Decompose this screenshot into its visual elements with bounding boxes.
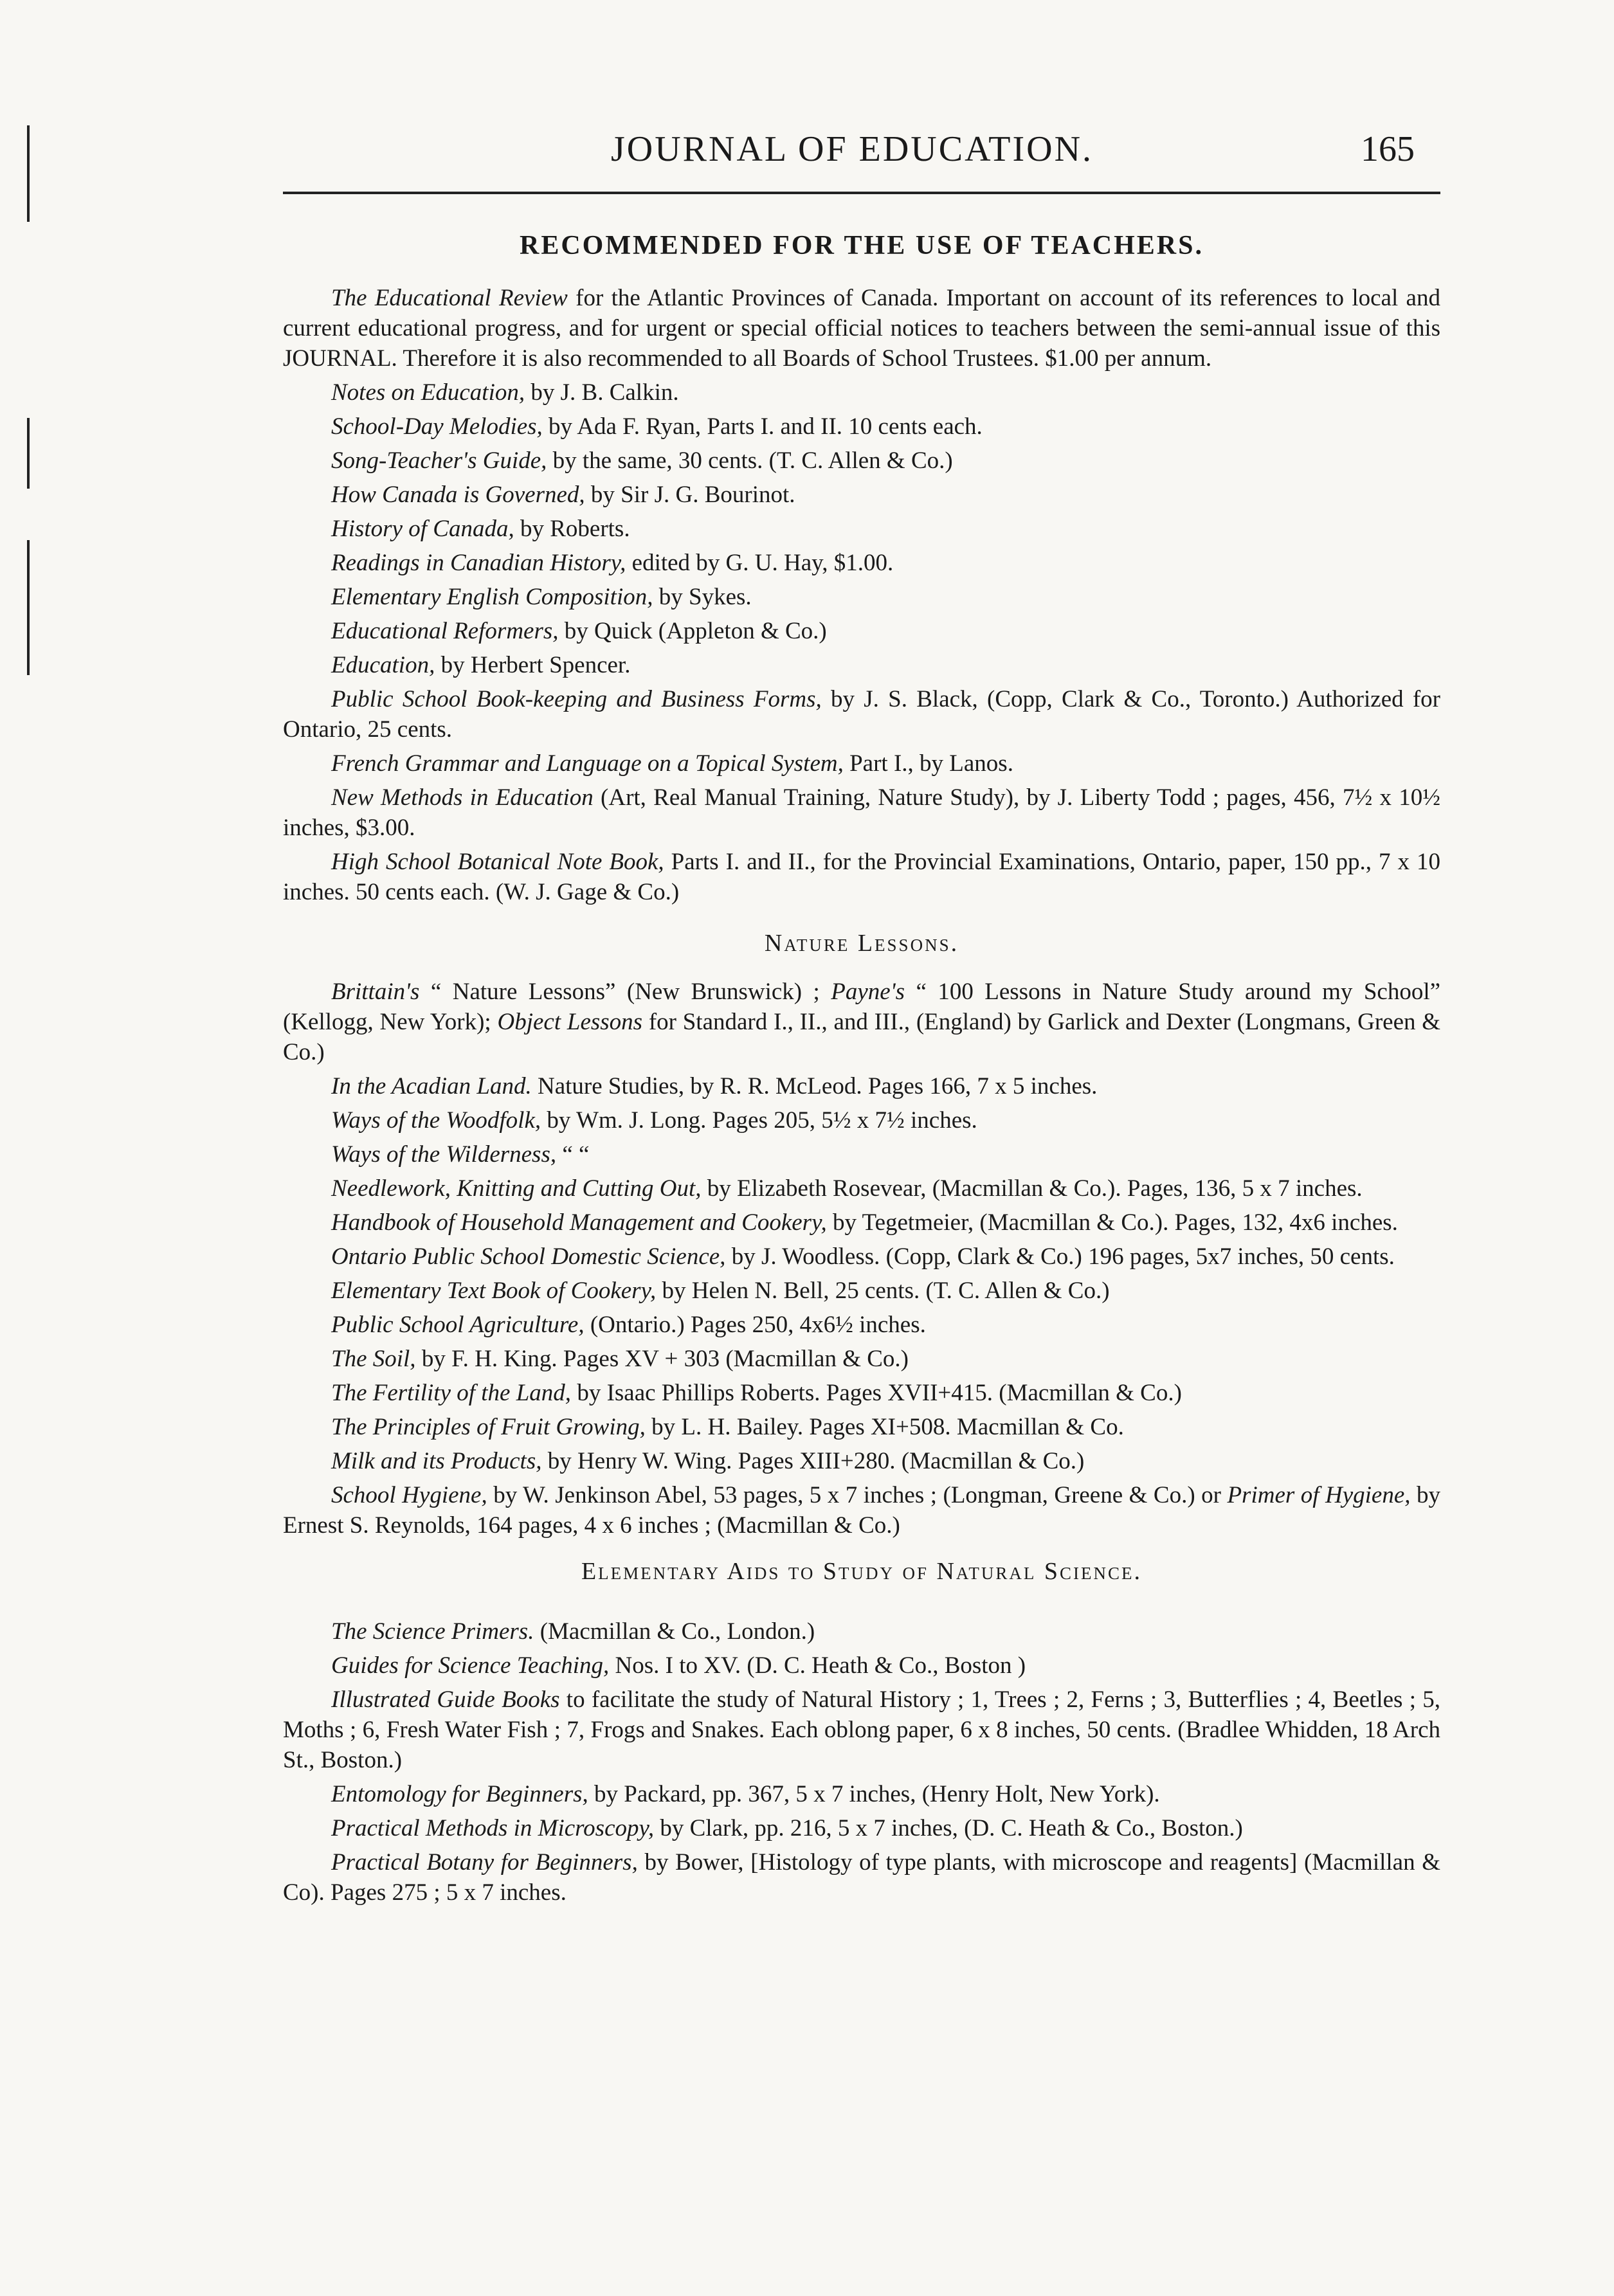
book-title: The Fertility of the Land, — [331, 1380, 572, 1406]
book-entry — [283, 377, 1440, 408]
journal-page — [283, 103, 1440, 1912]
book-details: by Sykes. — [658, 584, 752, 610]
running-head — [283, 103, 1440, 180]
book-details: by J. Woodless. (Copp, Clark & Co.) 196 pages, 5x7 inches, 50 cents. — [731, 1243, 1395, 1270]
book-details: (Ontario.) Pages 250, 4x6½ inches. — [590, 1312, 926, 1338]
nature-lessons-heading: Nature Lessons. — [764, 930, 959, 957]
book-title: School Hygiene, — [331, 1482, 487, 1508]
book-entry — [283, 1446, 1440, 1476]
book-entry — [283, 1071, 1440, 1101]
book-entry — [283, 514, 1440, 544]
margin-mark-top — [27, 125, 30, 222]
book-entry — [283, 782, 1440, 843]
book-title: Payne's — [831, 979, 905, 1005]
book-title: Entomology for Beginners, — [331, 1781, 588, 1807]
book-entry — [283, 1242, 1440, 1272]
book-entry — [283, 1847, 1440, 1908]
book-title: Needlework, Knitting and Cutting Out, — [331, 1175, 702, 1202]
book-details: by L. H. Bailey. Pages XI+508. Macmillan & Co. — [651, 1414, 1124, 1440]
book-title: Ontario Public School Domestic Science, — [331, 1243, 726, 1270]
book-title: Public School Agriculture, — [331, 1312, 585, 1338]
book-entry — [283, 283, 1440, 374]
book-title: Readings in Canadian History, — [331, 550, 626, 576]
natural-science-list — [283, 1616, 1440, 1908]
book-details: by Herbert Spencer. — [440, 652, 631, 678]
book-title: The Educational Review — [331, 285, 568, 311]
margin-mark-middle — [27, 418, 30, 489]
book-title: Ways of the Wilderness, — [331, 1141, 557, 1168]
book-details: “ Nature Lessons” (New Brunswick) ; — [430, 979, 820, 1005]
book-title: Brittain's — [331, 979, 420, 1005]
book-title: History of Canada, — [331, 516, 514, 542]
book-entry — [283, 748, 1440, 779]
book-title: French Grammar and Language on a Topical System, — [331, 750, 844, 777]
book-title: Notes on Education, — [331, 379, 525, 406]
book-details: for Standard I., II., and III., (England) by Garlick and Dexter (Longmans, Green & Co.) — [283, 1009, 1441, 1065]
book-entry — [283, 1480, 1440, 1541]
book-details: Parts I. and II., for the Provincial Examinations, Ontario, paper, 150 pp., 7 x 10 inches. 50 cents each. (W. J. Gage & Co.) — [283, 849, 1440, 905]
book-details: to facilitate the study of Natural History ; 1, Trees ; 2, Ferns ; 3, Butterflies ; 4, Beetles ; 5, Moths ; 6, Fresh Water Fish ; 7, Frogs and Snakes. Each oblong paper, 6 x 8 inches, 50 cents. (Bradlee Whidden, 18 Arch St., Boston.) — [283, 1686, 1440, 1773]
book-title: New Methods in Education — [331, 784, 594, 811]
recommended-list — [283, 283, 1440, 907]
book-details: by Henry W. Wing. Pages XIII+280. (Macmillan & Co.) — [547, 1448, 1085, 1474]
natural-science-heading: Elementary Aids to Study of Natural Science. — [581, 1558, 1143, 1585]
book-entry — [283, 1207, 1440, 1238]
book-entry — [283, 548, 1440, 578]
book-title: In the Acadian Land. — [331, 1073, 532, 1099]
book-title: Education, — [331, 652, 435, 678]
page-number: 165 — [1361, 129, 1415, 169]
book-entry — [283, 446, 1440, 476]
book-details: by Elizabeth Rosevear, (Macmillan & Co.). Pages, 136, 5 x 7 inches. — [707, 1175, 1363, 1202]
book-entry — [283, 1276, 1440, 1306]
book-entry — [283, 1173, 1440, 1204]
book-title: School-Day Melodies, — [331, 413, 543, 440]
book-details: by Helen N. Bell, 25 cents. (T. C. Allen & Co.) — [662, 1278, 1110, 1304]
book-details: by Clark, pp. 216, 5 x 7 inches, (D. C. Heath & Co., Boston.) — [660, 1815, 1243, 1841]
book-details: by W. Jenkinson Abel, 53 pages, 5 x 7 inches ; (Longman, Greene & Co.) or — [493, 1482, 1221, 1508]
book-entry — [283, 977, 1440, 1067]
book-details: Nature Studies, by R. R. McLeod. Pages 166, 7 x 5 inches. — [538, 1073, 1098, 1099]
book-entry — [283, 1378, 1440, 1408]
book-title: Illustrated Guide Books — [331, 1686, 560, 1713]
book-title: Song-Teacher's Guide, — [331, 447, 547, 474]
book-title: High School Botanical Note Book, — [331, 849, 664, 875]
book-details: by Ada F. Ryan, Parts I. and II. 10 cents each. — [549, 413, 983, 440]
book-details: by F. H. King. Pages XV + 303 (Macmillan & Co.) — [421, 1346, 909, 1372]
book-title: Public School Book-keeping and Business Forms, — [331, 686, 822, 712]
book-details: edited by G. U. Hay, $1.00. — [631, 550, 894, 576]
book-details: for the Atlantic Provinces of Canada. Important on account of its references to local and current educational progress, and for urgent or special official notices to teachers between the semi-annual issue of this JOURNAL. Therefore it is also recommended to all Boards of School Trustees. $1.00 per annum. — [283, 285, 1440, 372]
book-title: The Soil, — [331, 1346, 416, 1372]
book-title: The Science Primers. — [331, 1618, 534, 1645]
header-rule — [283, 192, 1440, 194]
book-title: Milk and its Products, — [331, 1448, 542, 1474]
book-details: by Ernest S. Reynolds, 164 pages, 4 x 6 inches ; (Macmillan & Co.) — [283, 1482, 1440, 1539]
book-entry — [283, 480, 1440, 510]
book-details: Part I., by Lanos. — [849, 750, 1013, 777]
book-details: by Quick (Appleton & Co.) — [564, 618, 827, 644]
book-details: “ 100 Lessons in Nature Study around my School” (Kellogg, New York); — [283, 979, 1441, 1035]
book-details: by Isaac Phillips Roberts. Pages XVII+415. (Macmillan & Co.) — [577, 1380, 1182, 1406]
book-entry — [283, 1344, 1440, 1374]
book-details: by Tegetmeier, (Macmillan & Co.). Pages, 132, 4x6 inches. — [832, 1209, 1398, 1236]
book-details: by Bower, [Histology of type plants, with microscope and reagents] (Macmillan & Co). Pages 275 ; 5 x 7 inches. — [283, 1849, 1440, 1906]
book-details: Nos. I to XV. (D. C. Heath & Co., Boston ) — [615, 1652, 1026, 1679]
book-entry — [283, 1779, 1440, 1809]
margin-mark-lower — [27, 540, 30, 675]
journal-title: JOURNAL OF EDUCATION. — [611, 129, 1094, 169]
book-entry — [283, 1412, 1440, 1442]
book-title: Ways of the Woodfolk, — [331, 1107, 541, 1134]
book-entry — [283, 847, 1440, 907]
book-details: by J. S. Black, (Copp, Clark & Co., Toronto.) Authorized for Ontario, 25 cents. — [283, 686, 1441, 743]
book-entry — [283, 1310, 1440, 1340]
book-entry — [283, 1139, 1440, 1170]
book-title: Guides for Science Teaching, — [331, 1652, 610, 1679]
book-title: Object Lessons — [497, 1009, 643, 1035]
book-title: Primer of Hygiene, — [1227, 1482, 1411, 1508]
book-entry — [283, 1685, 1440, 1775]
book-entry — [283, 1813, 1440, 1843]
book-title: Educational Reformers, — [331, 618, 559, 644]
section-heading: RECOMMENDED FOR THE USE OF TEACHERS. — [519, 231, 1204, 260]
book-entry — [283, 582, 1440, 612]
book-details: by Roberts. — [520, 516, 630, 542]
book-entry — [283, 1616, 1440, 1647]
book-title: Handbook of Household Management and Cookery, — [331, 1209, 827, 1236]
book-details: by Sir J. G. Bourinot. — [590, 482, 795, 508]
book-details: (Macmillan & Co., London.) — [540, 1618, 815, 1645]
book-title: How Canada is Governed, — [331, 482, 585, 508]
book-details: (Art, Real Manual Training, Nature Study), by J. Liberty Todd ; pages, 456, 7½ x 10½ inches, $3.00. — [283, 784, 1440, 841]
book-title: The Principles of Fruit Growing, — [331, 1414, 646, 1440]
book-details: by the same, 30 cents. (T. C. Allen & Co.) — [552, 447, 953, 474]
book-title: Elementary English Composition, — [331, 584, 653, 610]
nature-lessons-list — [283, 977, 1440, 1541]
book-entry — [283, 616, 1440, 646]
book-entry — [283, 684, 1440, 745]
book-entry — [283, 411, 1440, 442]
book-entry — [283, 1650, 1440, 1681]
book-entry — [283, 1105, 1440, 1135]
book-title: Practical Methods in Microscopy, — [331, 1815, 655, 1841]
book-title: Elementary Text Book of Cookery, — [331, 1278, 657, 1304]
book-details: by Packard, pp. 367, 5 x 7 inches, (Henry Holt, New York). — [594, 1781, 1160, 1807]
book-entry — [283, 650, 1440, 680]
book-title: Practical Botany for Beginners, — [331, 1849, 638, 1876]
book-details: “ “ — [562, 1141, 590, 1168]
book-details: by Wm. J. Long. Pages 205, 5½ x 7½ inches. — [547, 1107, 977, 1134]
book-details: by J. B. Calkin. — [530, 379, 679, 406]
